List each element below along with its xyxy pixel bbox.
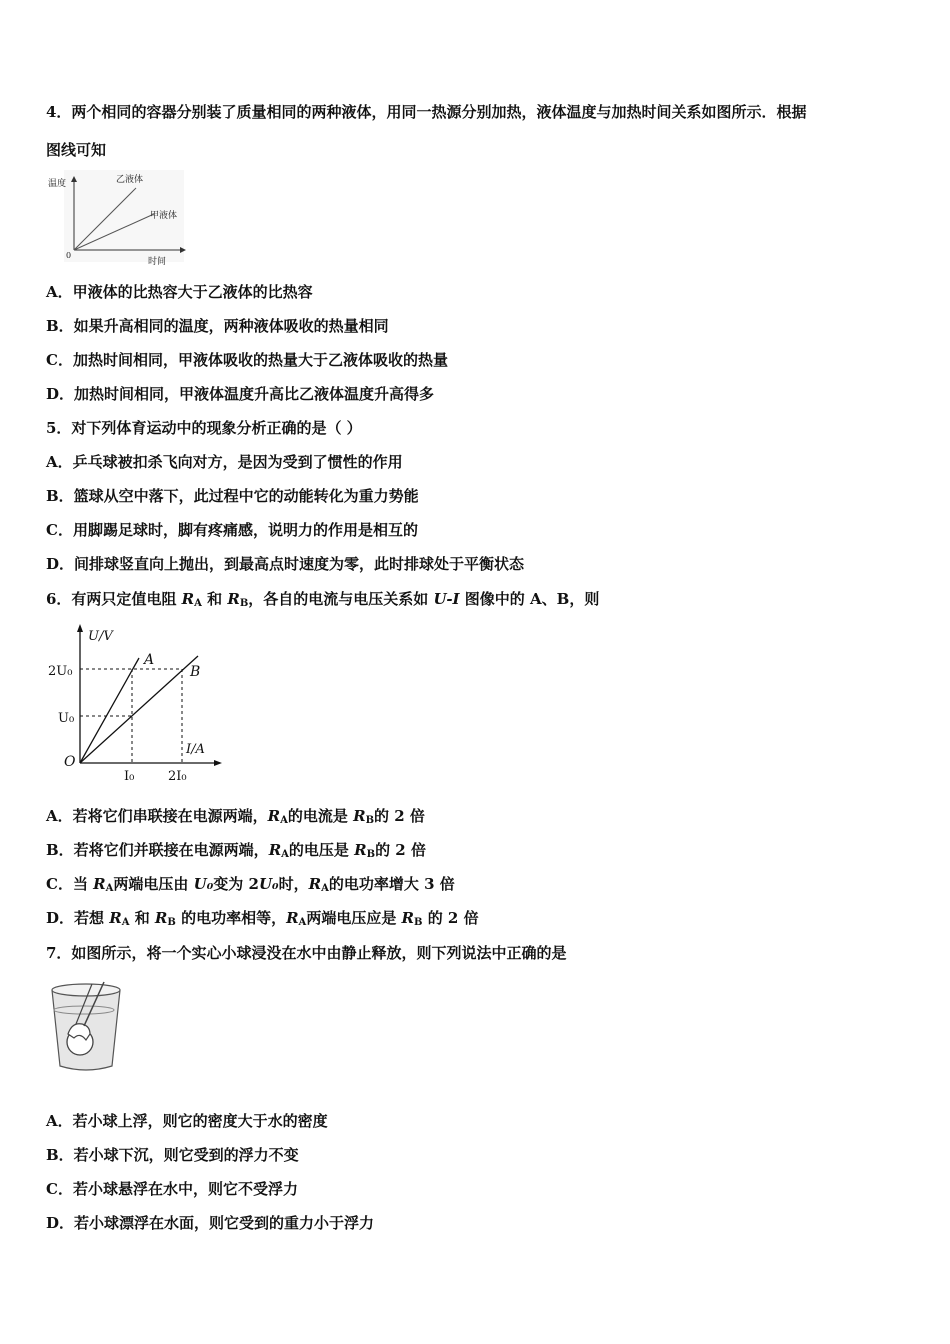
symbol-r: R [227,590,240,608]
glass-rim [52,984,120,996]
option-text: 两端电压应是 [306,909,402,927]
symbol-r: R [109,909,122,927]
option-text: 和 [129,909,155,927]
x-axis-label: 时间 [148,257,167,267]
q6-stem [46,589,599,614]
x-axis-label: I/A [186,742,205,757]
subscript-b: B [365,815,375,826]
subscript-a: A [105,883,114,894]
subscript-b: B [239,598,249,609]
subscript-a: A [298,917,307,928]
q4-stem-line1: 4．两个相同的容器分别装了质量相同的两种液体，用同一热源分别加热，液体温度与加热时间关系如图所示．根据 [46,103,807,121]
symbol-r: R [268,841,282,859]
q4-stem-line2: 图线可知 [46,141,107,159]
q7-option-d: D．若小球漂浮在水面，则它受到的重力小于浮力 [46,1214,375,1232]
q6-ui-graph [46,620,236,785]
symbol-r: R [267,807,281,825]
symbol-u0: U₀ [193,875,214,893]
option-text: C．当 [46,875,94,893]
subscript-b: B [167,917,176,928]
q7-ball-in-water-illustration [46,976,126,1076]
line-b [80,656,201,763]
q6-stem-part: ，各自的电流与电压关系如 [248,590,434,608]
subscript-a: A [121,917,130,928]
q7-option-b: B．若小球下沉，则它受到的浮力不变 [46,1146,299,1164]
option-text: 的电流是 [287,807,354,825]
symbol-r: R [354,841,367,859]
q7-stem: 7．如图所示，将一个实心小球浸没在水中由静止释放，则下列说法中正确的是 [46,944,567,962]
subscript-a: A [280,815,288,826]
q6-option-a [46,806,425,831]
line-a [80,658,139,763]
symbol-r: R [401,909,415,927]
symbol-r: R [181,590,195,608]
subscript-a: A [321,883,329,894]
q7-option-a: A．若小球上浮，则它的密度大于水的密度 [46,1112,328,1130]
option-text: 的电功率相等， [175,909,287,927]
origin-label: O [64,754,76,770]
q5-option-d: D．间排球竖直向上抛出，到最高点时速度为零，此时排球处于平衡状态 [46,555,525,573]
origin-label: 0 [66,251,72,260]
subscript-a: A [194,598,202,609]
y-tick-u0: U₀ [58,711,75,726]
q6-stem-part: 6．有两只定值电阻 [46,590,182,608]
q4-option-d: D．加热时间相同，甲液体温度升高比乙液体温度升高得多 [46,385,435,403]
option-text: 两端电压由 [113,875,194,893]
option-text: 的电压是 [288,841,355,859]
subscript-a: A [281,849,289,860]
y-tick-2u0: 2U₀ [48,664,73,679]
symbol-r: R [93,875,106,893]
option-text: 的 2 倍 [374,807,425,825]
option-text: 的 2 倍 [375,841,426,859]
symbol-r: R [308,875,322,893]
symbol-r: R [286,909,299,927]
q5-option-a: A．乒乓球被扣杀飞向对方，是因为受到了惯性的作用 [46,453,403,471]
q4-option-c: C．加热时间相同，甲液体吸收的热量大于乙液体吸收的热量 [46,351,448,369]
y-axis-label: U/V [88,629,113,644]
symbol-u0: U₀ [258,875,279,893]
x-tick-i0: I₀ [124,769,135,784]
q5-option-b: B．篮球从空中落下，此过程中它的动能转化为重力势能 [46,487,419,505]
option-text: 的电功率增大 3 倍 [328,875,455,893]
subscript-b: B [414,917,423,928]
q6-option-b [46,840,426,865]
q7-option-c: C．若小球悬浮在水中，则它不受浮力 [46,1180,298,1198]
q4-option-a: A．甲液体的比热容大于乙液体的比热容 [46,283,313,301]
y-axis-label: 温度 [48,179,67,189]
option-text: 时， [278,875,309,893]
option-text: 的 2 倍 [422,909,479,927]
y-axis-arrow [77,624,83,632]
option-text: A．若将它们串联接在电源两端， [46,807,268,825]
q5-option-c: C．用脚踢足球时，脚有疼痛感，说明力的作用是相互的 [46,521,418,539]
q5-stem: 5．对下列体育运动中的现象分析正确的是（ ） [46,419,362,437]
line-label-yi: 乙液体 [116,175,144,185]
option-text: B．若将它们并联接在电源两端， [46,841,269,859]
q4-temperature-time-graph [44,168,194,268]
option-text: D．若想 [46,909,110,927]
q6-stem-part: 和 [201,590,228,608]
q6-option-d [46,908,479,933]
symbol-ui: U-I [433,590,460,608]
q6-stem-part: 图像中的 A、B，则 [459,590,600,608]
line-a-label: A [144,652,155,668]
q4-option-b: B．如果升高相同的温度，两种液体吸收的热量相同 [46,317,389,335]
x-axis-arrow [214,760,222,766]
line-b-label: B [190,664,201,680]
q6-option-c [46,874,455,899]
option-text: 变为 2 [213,875,259,893]
line-label-jia: 甲液体 [150,211,178,221]
subscript-b: B [366,849,376,860]
symbol-r: R [154,909,168,927]
symbol-r: R [353,807,366,825]
x-tick-2i0: 2I₀ [168,769,187,784]
